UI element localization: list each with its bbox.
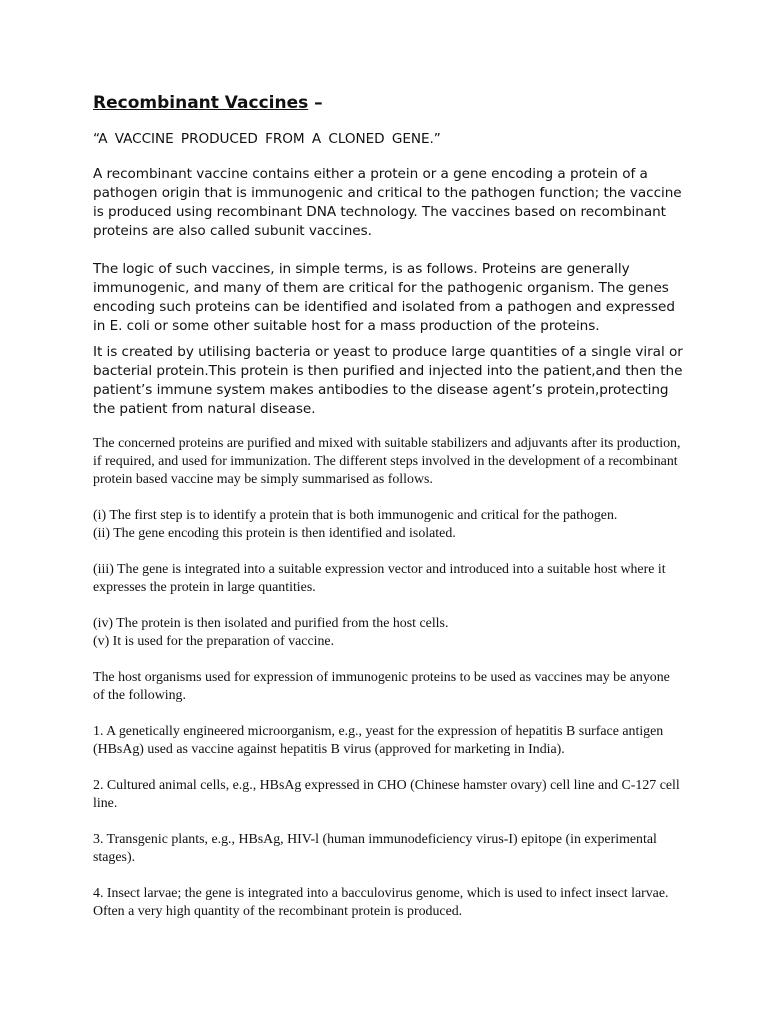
host-item-3: 3. Transgenic plants, e.g., HBsAg, HIV-l (human immunodeficiency virus-I) epitope (in experimental stages).	[93, 832, 657, 865]
host-item-1: 1. A genetically engineered microorganism, e.g., yeast for the expression of hepatitis B surface antigen (HBsAg) used as vaccine against hepatitis B virus (approved for marketing in India).	[93, 724, 664, 757]
paragraph-definition: A recombinant vaccine contains either a protein or a gene encoding a protein of a pathogen origin that is immunogenic and critical to the pathogen function; the vaccine is produced using recombinant DNA technology. The vaccines based on recombinant proteins are also called subunit vaccines.	[93, 166, 682, 239]
title-text: Recombinant Vaccines	[93, 93, 309, 113]
document-page	[93, 90, 683, 921]
step-2: (ii) The gene encoding this protein is then identified and isolated.	[93, 526, 456, 541]
page-title	[93, 90, 683, 116]
host-item-2: 2. Cultured animal cells, e.g., HBsAg expressed in CHO (Chinese hamster ovary) cell line and C-127 cell line.	[93, 778, 680, 811]
paragraph-hosts-intro: The host organisms used for expression of immunogenic proteins to be used as vaccines may be anyone of the following.	[93, 670, 670, 703]
paragraph-purification: The concerned proteins are purified and mixed with suitable stabilizers and adjuvants after its production, if required, and used for immunization. The different steps involved in the development of a recombinant protein based vaccine may be simply summarised as follows.	[93, 436, 681, 487]
title-dash: –	[308, 93, 323, 113]
paragraph-logic: The logic of such vaccines, in simple terms, is as follows. Proteins are generally immunogenic, and many of them are critical for the pathogenic organism. The genes encoding such proteins can be identified and isolated from a pathogen and expressed in E. coli or some other suitable host for a mass production of the proteins.	[93, 261, 675, 334]
step-1: (i) The first step is to identify a protein that is both immunogenic and critical for the pathogen.	[93, 508, 618, 523]
definition-quote: “A VACCINE PRODUCED FROM A CLONED GENE.”	[93, 131, 441, 147]
step-4: (iv) The protein is then isolated and purified from the host cells.	[93, 616, 449, 631]
host-item-4: 4. Insect larvae; the gene is integrated into a bacculovirus genome, which is used to infect insect larvae. Often a very high quantity of the recombinant protein is produced.	[93, 886, 669, 919]
step-5: (v) It is used for the preparation of vaccine.	[93, 634, 335, 649]
step-3: (iii) The gene is integrated into a suitable expression vector and introduced into a suitable host where it expresses the protein in large quantities.	[93, 562, 666, 595]
paragraph-creation: It is created by utilising bacteria or yeast to produce large quantities of a single viral or bacterial protein.This protein is then purified and injected into the patient,and then the patient’s immune system makes antibodies to the disease agent’s protein,protecting the patient from natural disease.	[93, 344, 683, 417]
